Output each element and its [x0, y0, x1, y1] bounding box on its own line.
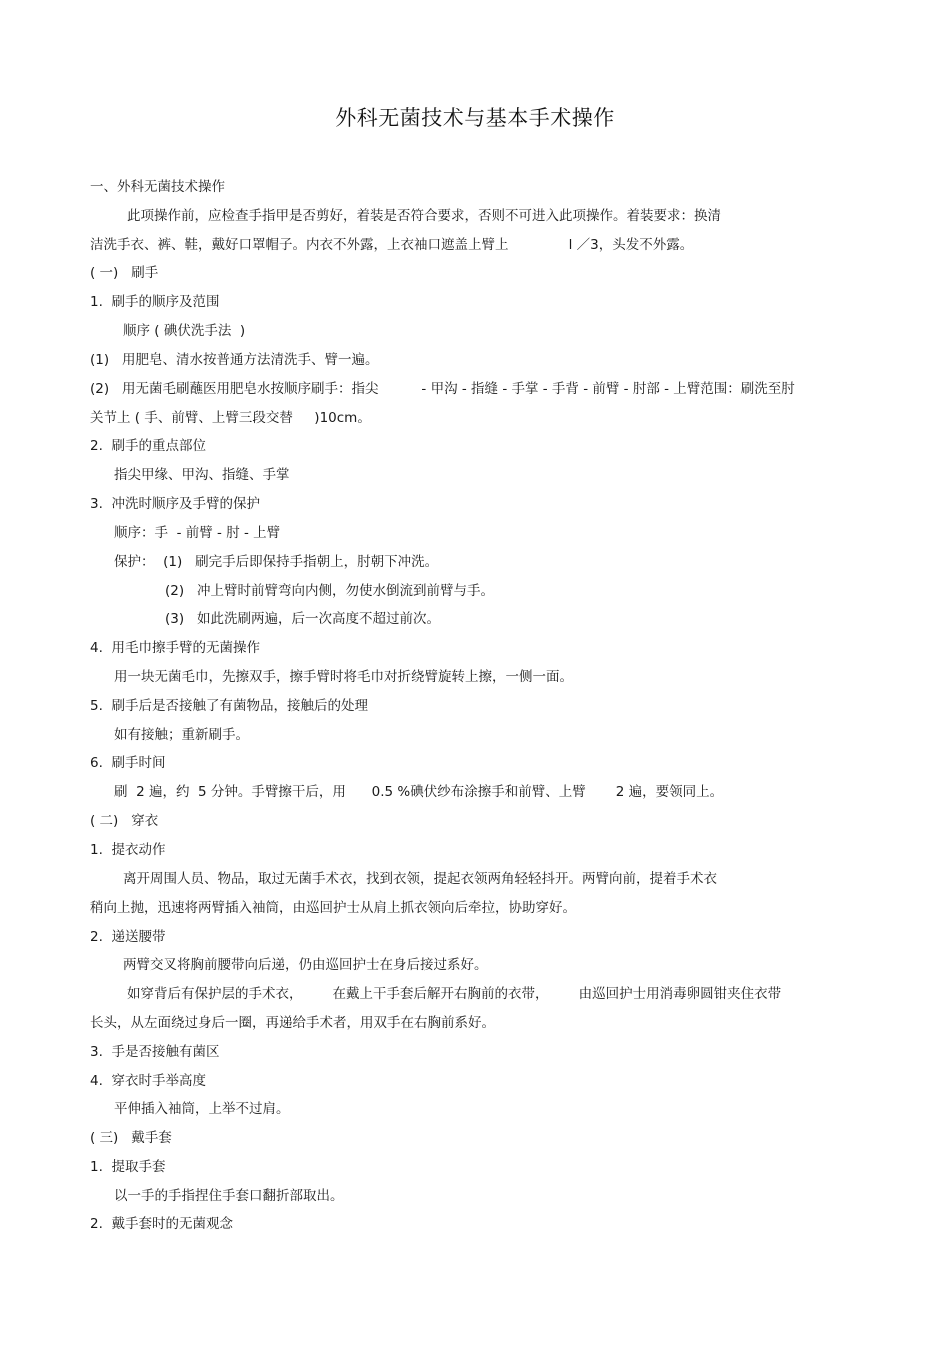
paragraph-line: 如有接触；重新刷手。 [114, 727, 249, 743]
numbered-heading: 2. 递送腰带 [90, 929, 166, 945]
numbered-heading: 1. 提取手套 [90, 1159, 166, 1175]
paragraph-line: 长头，从左面绕过身后一圈，再递给手术者，用双手在右胸前系好。 [90, 1015, 495, 1031]
numbered-heading: 6. 刷手时间 [90, 755, 166, 771]
paragraph-line: 刷 2 遍，约 5 分钟。手臂擦干后，用 0.5 %碘伏纱布涂擦手和前臂、上臂 2 遍，要领同上。 [114, 784, 724, 800]
list-item: (2) 用无菌毛刷蘸医用肥皂水按顺序刷手：指尖 - 甲沟 - 指缝 - 手掌 - 手背 - 前臂 - 肘部 - 上臂范围：刷洗至肘 [90, 381, 795, 397]
paragraph-line: 顺序：手 - 前臂 - 肘 - 上臂 [114, 525, 281, 541]
paragraph-line: 离开周围人员、物品，取过无菌手术衣，找到衣领，提起衣领两角轻轻抖开。两臂向前，提着手术衣 [123, 871, 717, 887]
numbered-heading: 5. 刷手后是否接触了有菌物品，接触后的处理 [90, 698, 368, 714]
list-item: (1) 用肥皂、清水按普通方法清洗手、臂一遍。 [90, 352, 379, 368]
subsection-heading: ( 一) 刷手 [90, 265, 159, 281]
numbered-heading: 1. 刷手的顺序及范围 [90, 294, 220, 310]
paragraph-line: 两臂交叉将胸前腰带向后递，仍由巡回护士在身后接过系好。 [123, 957, 488, 973]
paragraph-line: 用一块无菌毛巾，先擦双手，擦手臂时将毛巾对折绕臂旋转上擦，一侧一面。 [114, 669, 573, 685]
paragraph-line: 如穿背后有保护层的手术衣， 在戴上干手套后解开右胸前的衣带， 由巡回护士用消毒卵圆钳夹住衣带 [127, 986, 782, 1002]
paragraph-line: 关节上 ( 手、前臂、上臂三段交替 )10cm。 [90, 410, 371, 426]
paragraph-line: 平伸插入袖筒，上举不过肩。 [114, 1101, 290, 1117]
section-heading-1: 一、外科无菌技术操作 [90, 179, 225, 195]
numbered-heading: 4. 用毛巾擦手臂的无菌操作 [90, 640, 260, 656]
numbered-heading: 4. 穿衣时手举高度 [90, 1073, 206, 1089]
paragraph-line: 洁洗手衣、裤、鞋，戴好口罩帽子。内衣不外露，上衣袖口遮盖上臂上 l ／3，头发不外露。 [90, 237, 694, 253]
numbered-heading: 2. 刷手的重点部位 [90, 438, 206, 454]
numbered-heading: 1. 提衣动作 [90, 842, 166, 858]
paragraph-line: 以一手的手指捏住手套口翻折部取出。 [114, 1188, 344, 1204]
paragraph-line: 顺序 ( 碘伏洗手法 ) [123, 323, 246, 339]
numbered-heading: 2. 戴手套时的无菌观念 [90, 1216, 233, 1232]
paragraph-line: 稍向上抛，迅速将两臂插入袖筒，由巡回护士从肩上抓衣领向后牵拉，协助穿好。 [90, 900, 576, 916]
subsection-heading: ( 三) 戴手套 [90, 1130, 172, 1146]
numbered-heading: 3. 冲洗时顺序及手臂的保护 [90, 496, 260, 512]
list-item: 保护： (1) 刷完手后即保持手指朝上，肘朝下冲洗。 [114, 554, 439, 570]
paragraph-line: 指尖甲缘、甲沟、指缝、手掌 [114, 467, 290, 483]
numbered-heading: 3. 手是否接触有菌区 [90, 1044, 220, 1060]
list-item: (2) 冲上臂时前臂弯向内侧，勿使水倒流到前臂与手。 [165, 583, 494, 599]
document-title: 外科无菌技术与基本手术操作 [335, 106, 615, 130]
list-item: (3) 如此洗刷两遍，后一次高度不超过前次。 [165, 611, 440, 627]
paragraph-line: 此项操作前，应检查手指甲是否剪好，着装是否符合要求，否则不可进入此项操作。着装要求：换清 [127, 208, 721, 224]
subsection-heading: ( 二) 穿衣 [90, 813, 159, 829]
